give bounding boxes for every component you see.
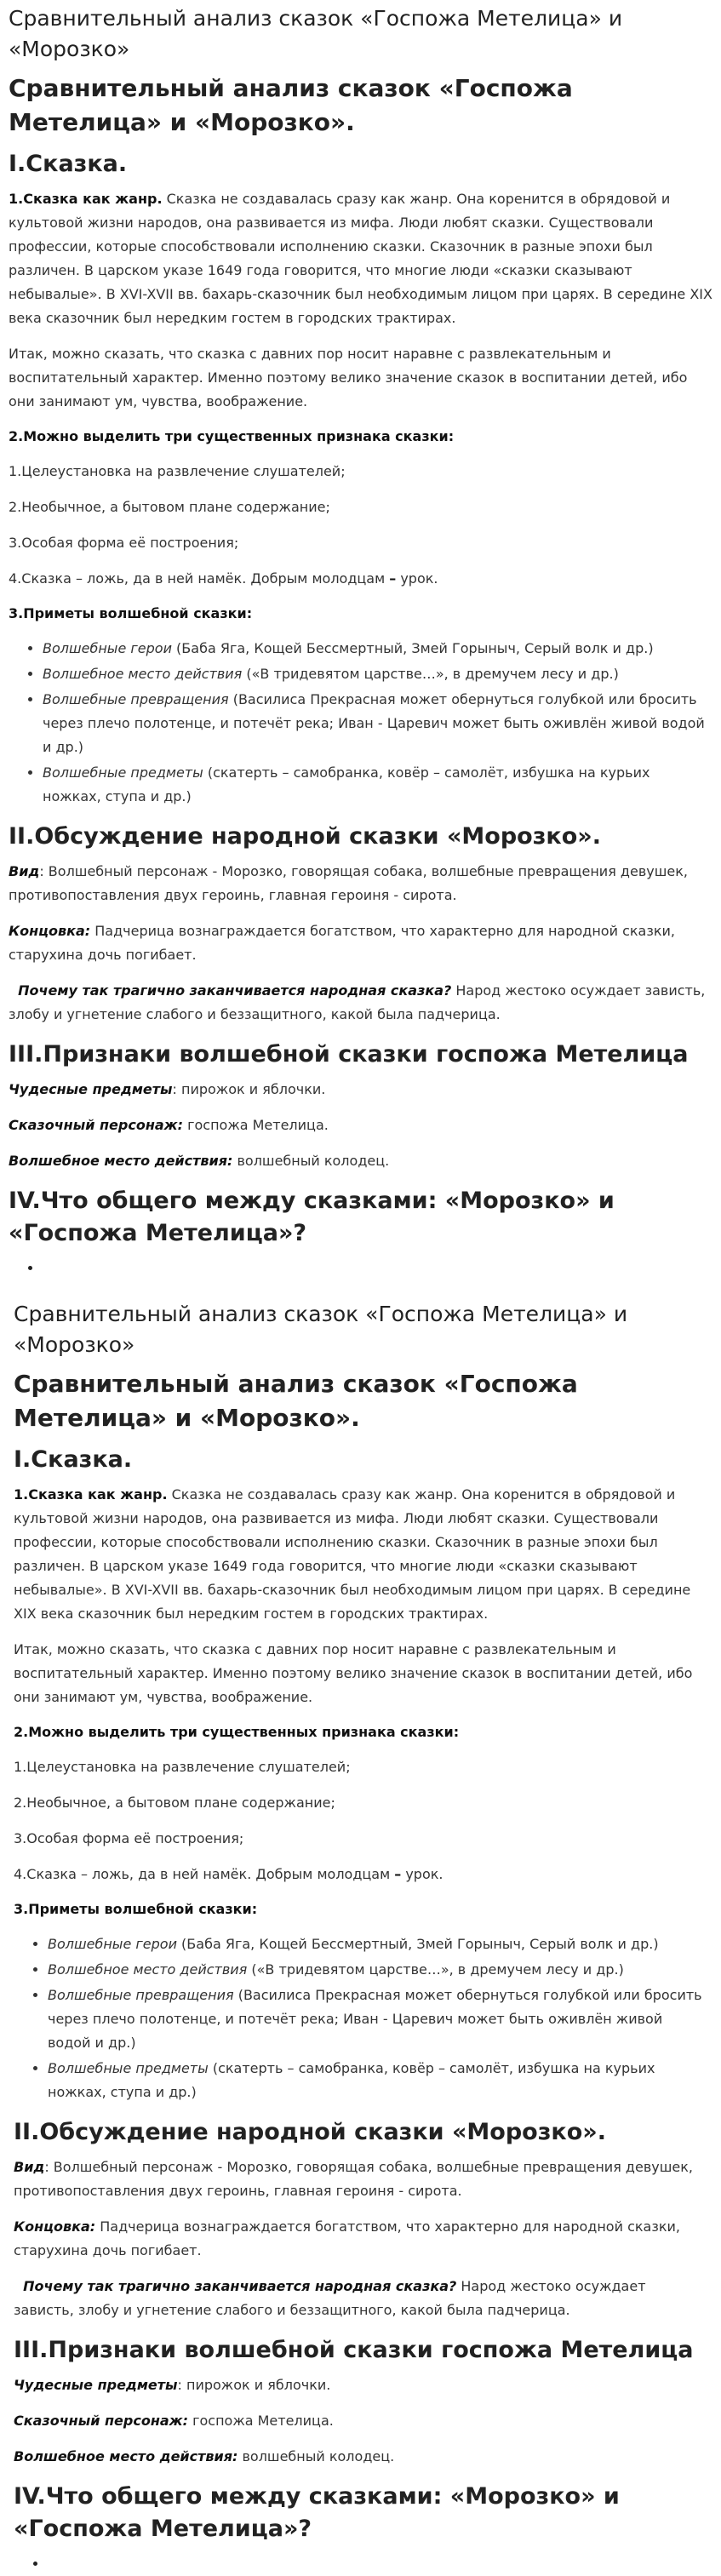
genre-paragraph (14, 1483, 707, 1626)
proverb-dash: – (394, 1866, 402, 1882)
example-text: (Василиса Прекрасная может обернуться голубкой или бросить через плечо полотенце, и потечёт река; Иван - Царевич может быть оживлён живой водой и др.) (48, 1987, 702, 2051)
feature-text: госпожа Метелица. (187, 2413, 334, 2429)
sign-item: 3.Особая форма её построения; (14, 1830, 244, 1846)
ending-paragraph (9, 919, 712, 967)
examples-list (9, 637, 712, 809)
sign-item: 3.Особая форма её построения; (9, 535, 239, 551)
vid-paragraph (9, 860, 712, 907)
vid-text: Волшебный персонаж - Морозко, говорящая собака, волшебные превращения девушек, противопоставления двух героинь, главная героиня - сирота. (14, 2159, 693, 2199)
feature-text: волшебный колодец. (232, 1153, 390, 1169)
question-paragraph (14, 2275, 707, 2322)
ending-text: Падчерица вознаграждается богатством, что характерно для народной сказки, старухина дочь погибает. (9, 923, 675, 963)
section-heading-common: IV.Что общего между сказками: «Морозко» и «Госпожа Метелица»? (9, 1188, 615, 1246)
conclusion-paragraph: Итак, можно сказать, что сказка с давних пор носит наравне с развлекательным и воспитательный характер. Именно поэтому велико значение сказок в воспитании детей, ибо они занимают ум, чувства, воображение. (14, 1641, 693, 1705)
examples-list (14, 1932, 707, 2104)
proverb-start: 4.Сказка – ложь, да в ней намёк. Добрым молодцам (14, 1866, 395, 1882)
signs-heading: 2.Можно выделить три существенных признака сказки: (9, 428, 455, 444)
feature-label: Волшебное место действия: (9, 1153, 233, 1169)
ending-label: Концовка: (14, 2218, 96, 2235)
example-term: Волшебные превращения (48, 1987, 234, 2003)
example-text: (скатерть – самобранка, ковёр – самолёт, избушка на курьих ножках, ступа и др.) (48, 2060, 655, 2100)
genre-lead: 1.Сказка как жанр. (9, 191, 163, 207)
list-item (43, 1257, 712, 1280)
section-heading-common: IV.Что общего между сказками: «Морозко» и «Госпожа Метелица»? (14, 2483, 620, 2542)
feature-label: Волшебное место действия: (14, 2448, 238, 2464)
section-heading-metelitsa: III.Признаки волшебной сказки госпожа Метелица (9, 1041, 689, 1068)
feature-line (9, 1149, 712, 1173)
proverb-start: 4.Сказка – ложь, да в ней намёк. Добрым молодцам (9, 570, 390, 587)
example-text: (Баба Яга, Кощей Бессмертный, Змей Горыныч, Серый волк и др.) (176, 1936, 659, 1952)
genre-text: Сказка не создавалась сразу как жанр. Она коренится в обрядовой и культовой жизни народов, она развивается из мифа. Люди любят сказки. Существовали профессии, которые способствовали исполнению сказки. Сказочник в разные эпохи был различен. В царском указе 1649 года говорится, что многие люди «сказки сказывают небывалые». В XVI-XVII вв. бахарь-сказочник был необходимым лицом при царях. В середине XIX века сказочник был нередким гостем в городских трактирах. (14, 1486, 691, 1622)
feature-text: пирожок и яблочки. (176, 1081, 326, 1097)
example-term: Волшебные превращения (43, 691, 229, 707)
vid-colon: : (44, 2159, 49, 2175)
list-item (48, 1958, 707, 1982)
proverb-line (14, 1863, 707, 1886)
section-heading-metelitsa: III.Признаки волшебной сказки госпожа Метелица (14, 2337, 694, 2363)
list-item (43, 637, 712, 661)
list-item (43, 688, 712, 759)
sign-item: 2.Необычное, а бытовом плане содержание; (9, 499, 330, 515)
genre-paragraph (9, 187, 712, 330)
example-term: Волшебные герои (43, 640, 172, 656)
feature-colon: : (177, 2377, 182, 2393)
proverb-line (9, 567, 712, 591)
examples-heading: 3.Приметы волшебной сказки: (9, 605, 253, 621)
question-text: Народ жестоко осуждает зависть, злобу и угнетение слабого и беззащитного, какой была падчерица. (9, 982, 706, 1022)
vid-colon: : (39, 863, 44, 879)
list-item (48, 2552, 707, 2576)
main-title: Сравнительный анализ сказок «Госпожа Метелица» и «Морозко». (9, 74, 573, 136)
feature-label: Сказочный персонаж: (14, 2413, 188, 2429)
signs-heading: 2.Можно выделить три существенных признака сказки: (14, 1724, 460, 1740)
sign-item: 2.Необычное, а бытовом плане содержание; (14, 1795, 335, 1811)
feature-line (14, 2445, 707, 2469)
example-term: Волшебные герои (48, 1936, 177, 1952)
ending-paragraph (14, 2215, 707, 2263)
example-text: («В тридевятом царстве…», в дремучем лесу и др.) (247, 1961, 624, 1978)
list-item (43, 761, 712, 809)
page-title: Сравнительный анализ сказок «Госпожа Метелица» и «Морозко» (9, 6, 623, 61)
feature-text: госпожа Метелица. (182, 1117, 329, 1133)
list-item (48, 1984, 707, 2055)
feature-line (14, 2409, 707, 2433)
example-term: Волшебное место действия (43, 666, 243, 682)
feature-text: волшебный колодец. (237, 2448, 395, 2464)
feature-text: пирожок и яблочки. (181, 2377, 331, 2393)
example-text: (Василиса Прекрасная может обернуться голубкой или бросить через плечо полотенце, и потечёт река; Иван - Царевич может быть оживлён живой водой и др.) (43, 691, 705, 755)
list-item (43, 662, 712, 686)
ending-text: Падчерица вознаграждается богатством, что характерно для народной сказки, старухина дочь погибает. (14, 2218, 680, 2258)
example-term: Волшебные предметы (48, 2060, 209, 2076)
sign-item: 1.Целеустановка на развлечение слушателей; (9, 463, 346, 479)
proverb-dash: – (389, 570, 397, 587)
feature-label: Чудесные предметы (9, 1081, 173, 1097)
example-term: Волшебные предметы (43, 764, 203, 781)
feature-line (9, 1113, 712, 1137)
vid-label: Вид (9, 863, 40, 879)
section-heading-skazka: I.Сказка. (9, 151, 128, 177)
proverb-end: урок. (396, 570, 438, 587)
example-term: Волшебное место действия (48, 1961, 248, 1978)
genre-lead: 1.Сказка как жанр. (14, 1486, 168, 1503)
article-copy-2 (9, 1296, 712, 2576)
section-heading-morozko: II.Обсуждение народной сказки «Морозко». (14, 2119, 606, 2145)
vid-label: Вид (14, 2159, 45, 2175)
section-heading-morozko: II.Обсуждение народной сказки «Морозко». (9, 823, 601, 850)
section-heading-skazka: I.Сказка. (14, 1446, 133, 1473)
question-label: Почему так трагично заканчивается народная сказка? (9, 982, 452, 999)
ending-label: Концовка: (9, 923, 91, 939)
question-text: Народ жестоко осуждает зависть, злобу и угнетение слабого и беззащитного, какой была падчерица. (14, 2278, 646, 2318)
feature-colon: : (172, 1081, 177, 1097)
example-text: (Баба Яга, Кощей Бессмертный, Змей Горыныч, Серый волк и др.) (171, 640, 654, 656)
genre-text: Сказка не создавалась сразу как жанр. Она коренится в обрядовой и культовой жизни народов, она развивается из мифа. Люди любят сказки. Существовали профессии, которые способствовали исполнению сказки. Сказочник в разные эпохи был различен. В царском указе 1649 года говорится, что многие люди «сказки сказывают небывалые». В XVI-XVII вв. бахарь-сказочник был необходимым лицом при царях. В середине XIX века сказочник был нередким гостем в городских трактирах. (9, 191, 712, 326)
example-text: («В тридевятом царстве…», в дремучем лесу и др.) (242, 666, 619, 682)
article-copy-1 (9, 0, 712, 1280)
proverb-end: урок. (401, 1866, 443, 1882)
vid-text: Волшебный персонаж - Морозко, говорящая собака, волшебные превращения девушек, противопоставления двух героинь, главная героиня - сирота. (9, 863, 688, 903)
main-title: Сравнительный анализ сказок «Госпожа Метелица» и «Морозко». (14, 1370, 578, 1432)
example-text: (скатерть – самобранка, ковёр – самолёт, избушка на курьих ножках, ступа и др.) (43, 764, 650, 804)
page-title: Сравнительный анализ сказок «Госпожа Метелица» и «Морозко» (14, 1302, 628, 1357)
feature-label: Сказочный персонаж: (9, 1117, 183, 1133)
feature-line (14, 2373, 707, 2397)
list-item (48, 2057, 707, 2104)
examples-heading: 3.Приметы волшебной сказки: (14, 1901, 258, 1917)
conclusion-paragraph: Итак, можно сказать, что сказка с давних пор носит наравне с развлекательным и воспитательный характер. Именно поэтому велико значение сказок в воспитании детей, ибо они занимают ум, чувства, воображение. (9, 346, 688, 409)
sign-item: 1.Целеустановка на развлечение слушателей; (14, 1759, 351, 1775)
list-item (48, 1932, 707, 1956)
vid-paragraph (14, 2155, 707, 2203)
feature-label: Чудесные предметы (14, 2377, 178, 2393)
feature-line (9, 1078, 712, 1102)
question-paragraph (9, 979, 712, 1027)
empty-list (14, 2552, 707, 2576)
empty-list (9, 1257, 712, 1280)
question-label: Почему так трагично заканчивается народная сказка? (14, 2278, 457, 2294)
